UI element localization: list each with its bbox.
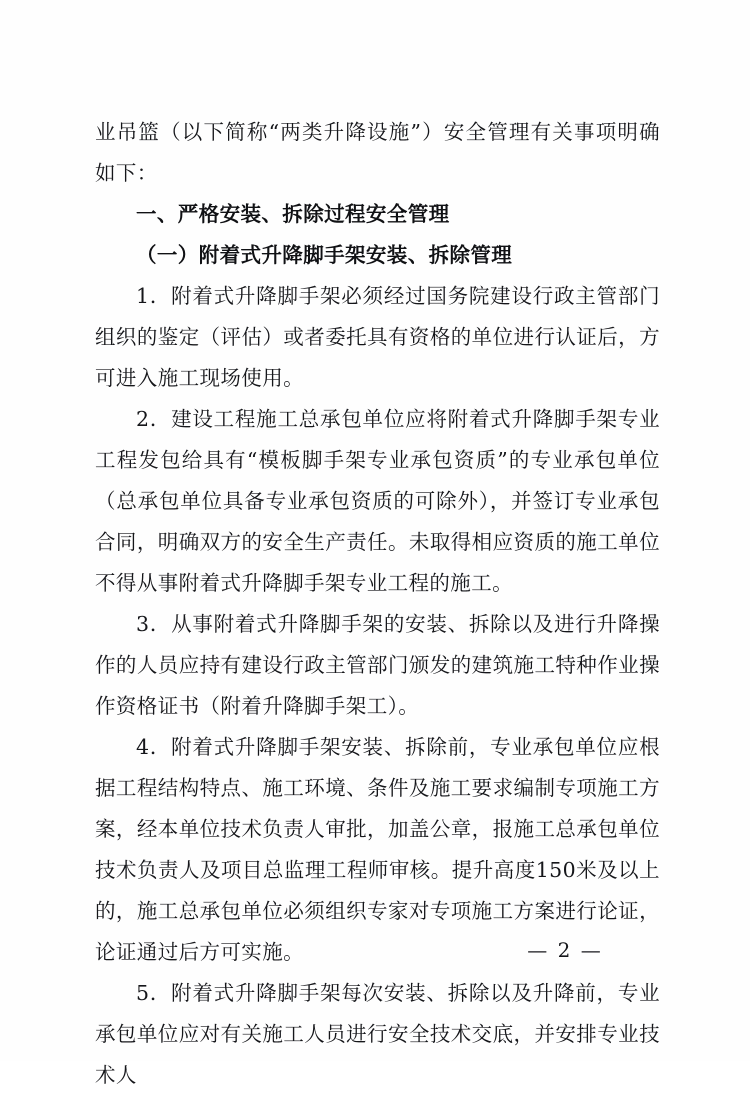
paragraph-3: 3．从事附着式升降脚手架的安装、拆除以及进行升降操作的人员应持有建设行政主管部门颁发的建筑施工特种作业操作资格证书（附着升降脚手架工）。	[95, 612, 660, 718]
sub-heading: （一）附着式升降脚手架安装、拆除管理	[136, 243, 513, 267]
section-heading: 一、严格安装、拆除过程安全管理	[136, 202, 450, 226]
continued-paragraph: 业吊篮（以下简称“两类升降设施”）安全管理有关事项明确如下：	[95, 120, 660, 185]
paragraph-5: 5．附着式升降脚手架每次安装、拆除以及升降前，专业承包单位应对有关施工人员进行安全技术交底，并安排专业技术人	[95, 981, 660, 1087]
paragraph-2: 2．建设工程施工总承包单位应将附着式升降脚手架专业工程发包给具有“模板脚手架专业承包资质”的专业承包单位（总承包单位具备专业承包资质的可除外），并签订专业承包合同，明确双方的安全生产责任。未取得相应资质的施工单位不得从事附着式升降脚手架专业工程的施工。	[95, 407, 660, 595]
paragraph-1: 1．附着式升降脚手架必须经过国务院建设行政主管部门组织的鉴定（评估）或者委托具有资格的单位进行认证后，方可进入施工现场使用。	[95, 284, 660, 390]
page-number: — 2 —	[527, 938, 603, 962]
paragraph-4: 4．附着式升降脚手架安装、拆除前，专业承包单位应根据工程结构特点、施工环境、条件及施工要求编制专项施工方案，经本单位技术负责人审批，加盖公章，报施工总承包单位技术负责人及项目总监理工程师审核。提升高度150米及以上的，施工总承包单位必须组织专家对专项施工方案进行论证，论证通过后方可实施。	[95, 735, 660, 964]
